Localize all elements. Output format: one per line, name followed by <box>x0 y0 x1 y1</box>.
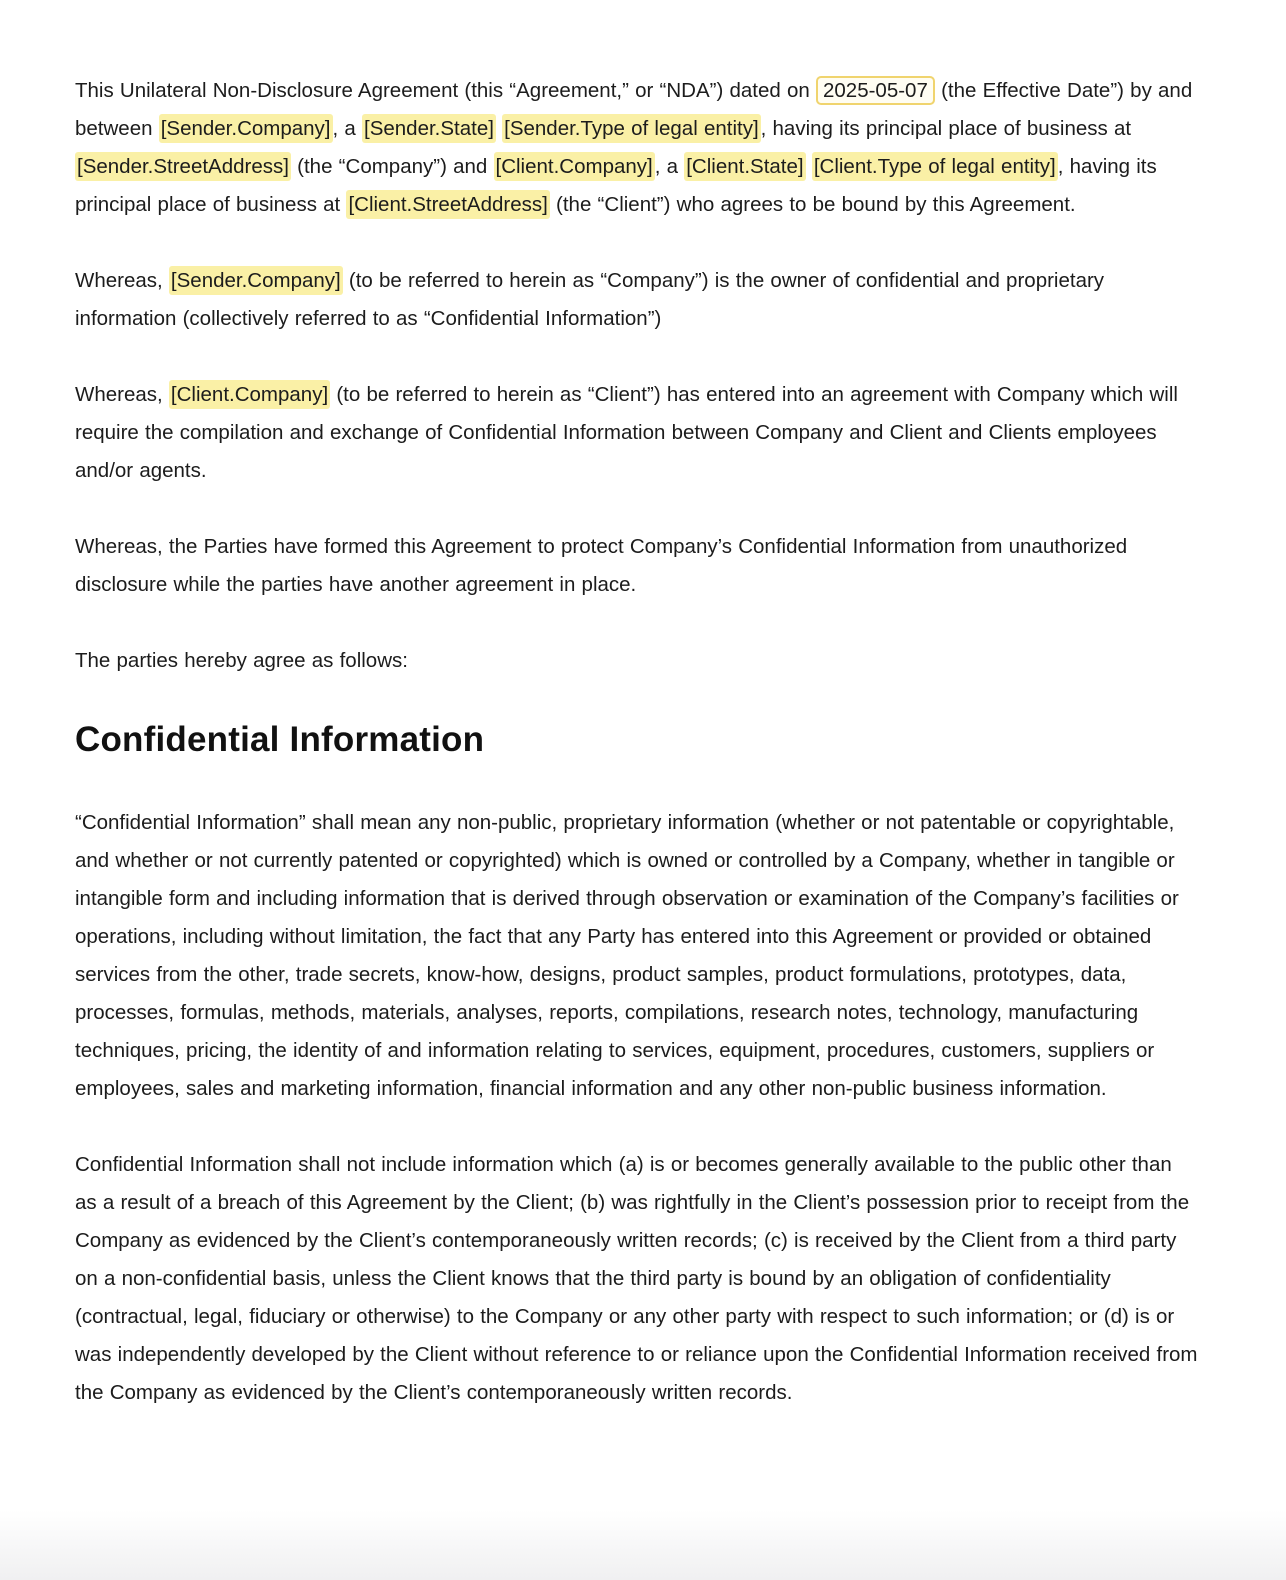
paragraph <box>75 642 1199 680</box>
paragraph <box>75 262 1199 338</box>
text-run: , having its principal place of business at <box>75 155 1157 216</box>
text-run: , a <box>654 155 685 178</box>
paragraph <box>75 1146 1199 1412</box>
text-run: (the Effective Date”) by and between <box>75 79 1193 140</box>
text-run: (to be referred to herein as “Company”) is the owner of confidential and proprietary information (collectively referred to as “Confidential Information”) <box>75 269 1105 330</box>
paragraph <box>75 376 1199 490</box>
text-run: (the “Company”) and <box>290 155 494 178</box>
text-run: Whereas, <box>75 383 169 406</box>
paragraph <box>75 528 1199 604</box>
paragraph <box>75 72 1199 224</box>
paragraph <box>75 804 1199 1108</box>
text-run: Whereas, <box>75 269 169 292</box>
merge-field[interactable]: [Client.StreetAddress] <box>346 190 549 219</box>
merge-field[interactable]: [Client.Company] <box>494 152 655 181</box>
text-run: , having its principal place of business at <box>760 117 1132 140</box>
merge-field[interactable]: [Client.State] <box>684 152 805 181</box>
document-body <box>75 72 1199 1412</box>
text-run: This Unilateral Non-Disclosure Agreement (this “Agreement,” or “NDA”) dated on <box>75 79 816 102</box>
text-run: “Confidential Information” shall mean any non-public, proprietary information (whether or not patentable or copyrightable, and whether or not currently patented or copyrighted) which is owned or controlled by a Company, whether in tangible or intangible form and including information that is derived through observation or examination of the Company’s facilities or operations, including without limitation, the fact that any Party has entered into this Agreement or provided or obtained services from the other, trade secrets, know-how, designs, product samples, product formulations, prototypes, data, processes, formulas, methods, materials, analyses, reports, compilations, research notes, technology, manufacturing techniques, pricing, the identity of and information relating to services, equipment, procedures, customers, suppliers or employees, sales and marketing information, financial information and any other non-public business information. <box>75 811 1179 1100</box>
text-run: Whereas, the Parties have formed this Agreement to protect Company’s Confidential Information from unauthorized disclosure while the parties have another agreement in place. <box>75 535 1128 596</box>
merge-field[interactable]: [Sender.StreetAddress] <box>75 152 291 181</box>
merge-field[interactable]: [Sender.Company] <box>159 114 333 143</box>
text-run: (to be referred to herein as “Client”) has entered into an agreement with Company which will require the compilation and exchange of Confidential Information between Company and Client and Clients employees and/or agents. <box>75 383 1178 482</box>
section-heading: Confidential Information <box>75 720 485 759</box>
merge-field[interactable]: [Client.Type of legal entity] <box>812 152 1058 181</box>
text-run: , a <box>332 117 362 140</box>
date-field[interactable]: 2025-05-07 <box>816 76 935 105</box>
merge-field[interactable]: [Sender.Type of legal entity] <box>502 114 761 143</box>
merge-field[interactable]: [Sender.State] <box>362 114 496 143</box>
text-run <box>806 155 812 178</box>
text-run: (the “Client”) who agrees to be bound by this Agreement. <box>549 193 1076 216</box>
text-run: Confidential Information shall not include information which (a) is or becomes generally available to the public other than as a result of a breach of this Agreement by the Client; (b) was rightfully in the Client’s possession prior to receipt from the Company as evidenced by the Client’s contemporaneously written records; (c) is received by the Client from a third party on a non-confidential basis, unless the Client knows that the third party is bound by an obligation of confidentiality (contractual, legal, fiduciary or otherwise) to the Company or any other party with respect to such information; or (d) is or was independently developed by the Client without reference to or reliance upon the Confidential Information received from the Company as evidenced by the Client’s contemporaneously written records. <box>75 1153 1198 1404</box>
text-run: The parties hereby agree as follows: <box>75 649 408 672</box>
merge-field[interactable]: [Sender.Company] <box>169 266 343 295</box>
page-bottom-edge <box>0 1510 1286 1580</box>
merge-field[interactable]: [Client.Company] <box>169 380 330 409</box>
